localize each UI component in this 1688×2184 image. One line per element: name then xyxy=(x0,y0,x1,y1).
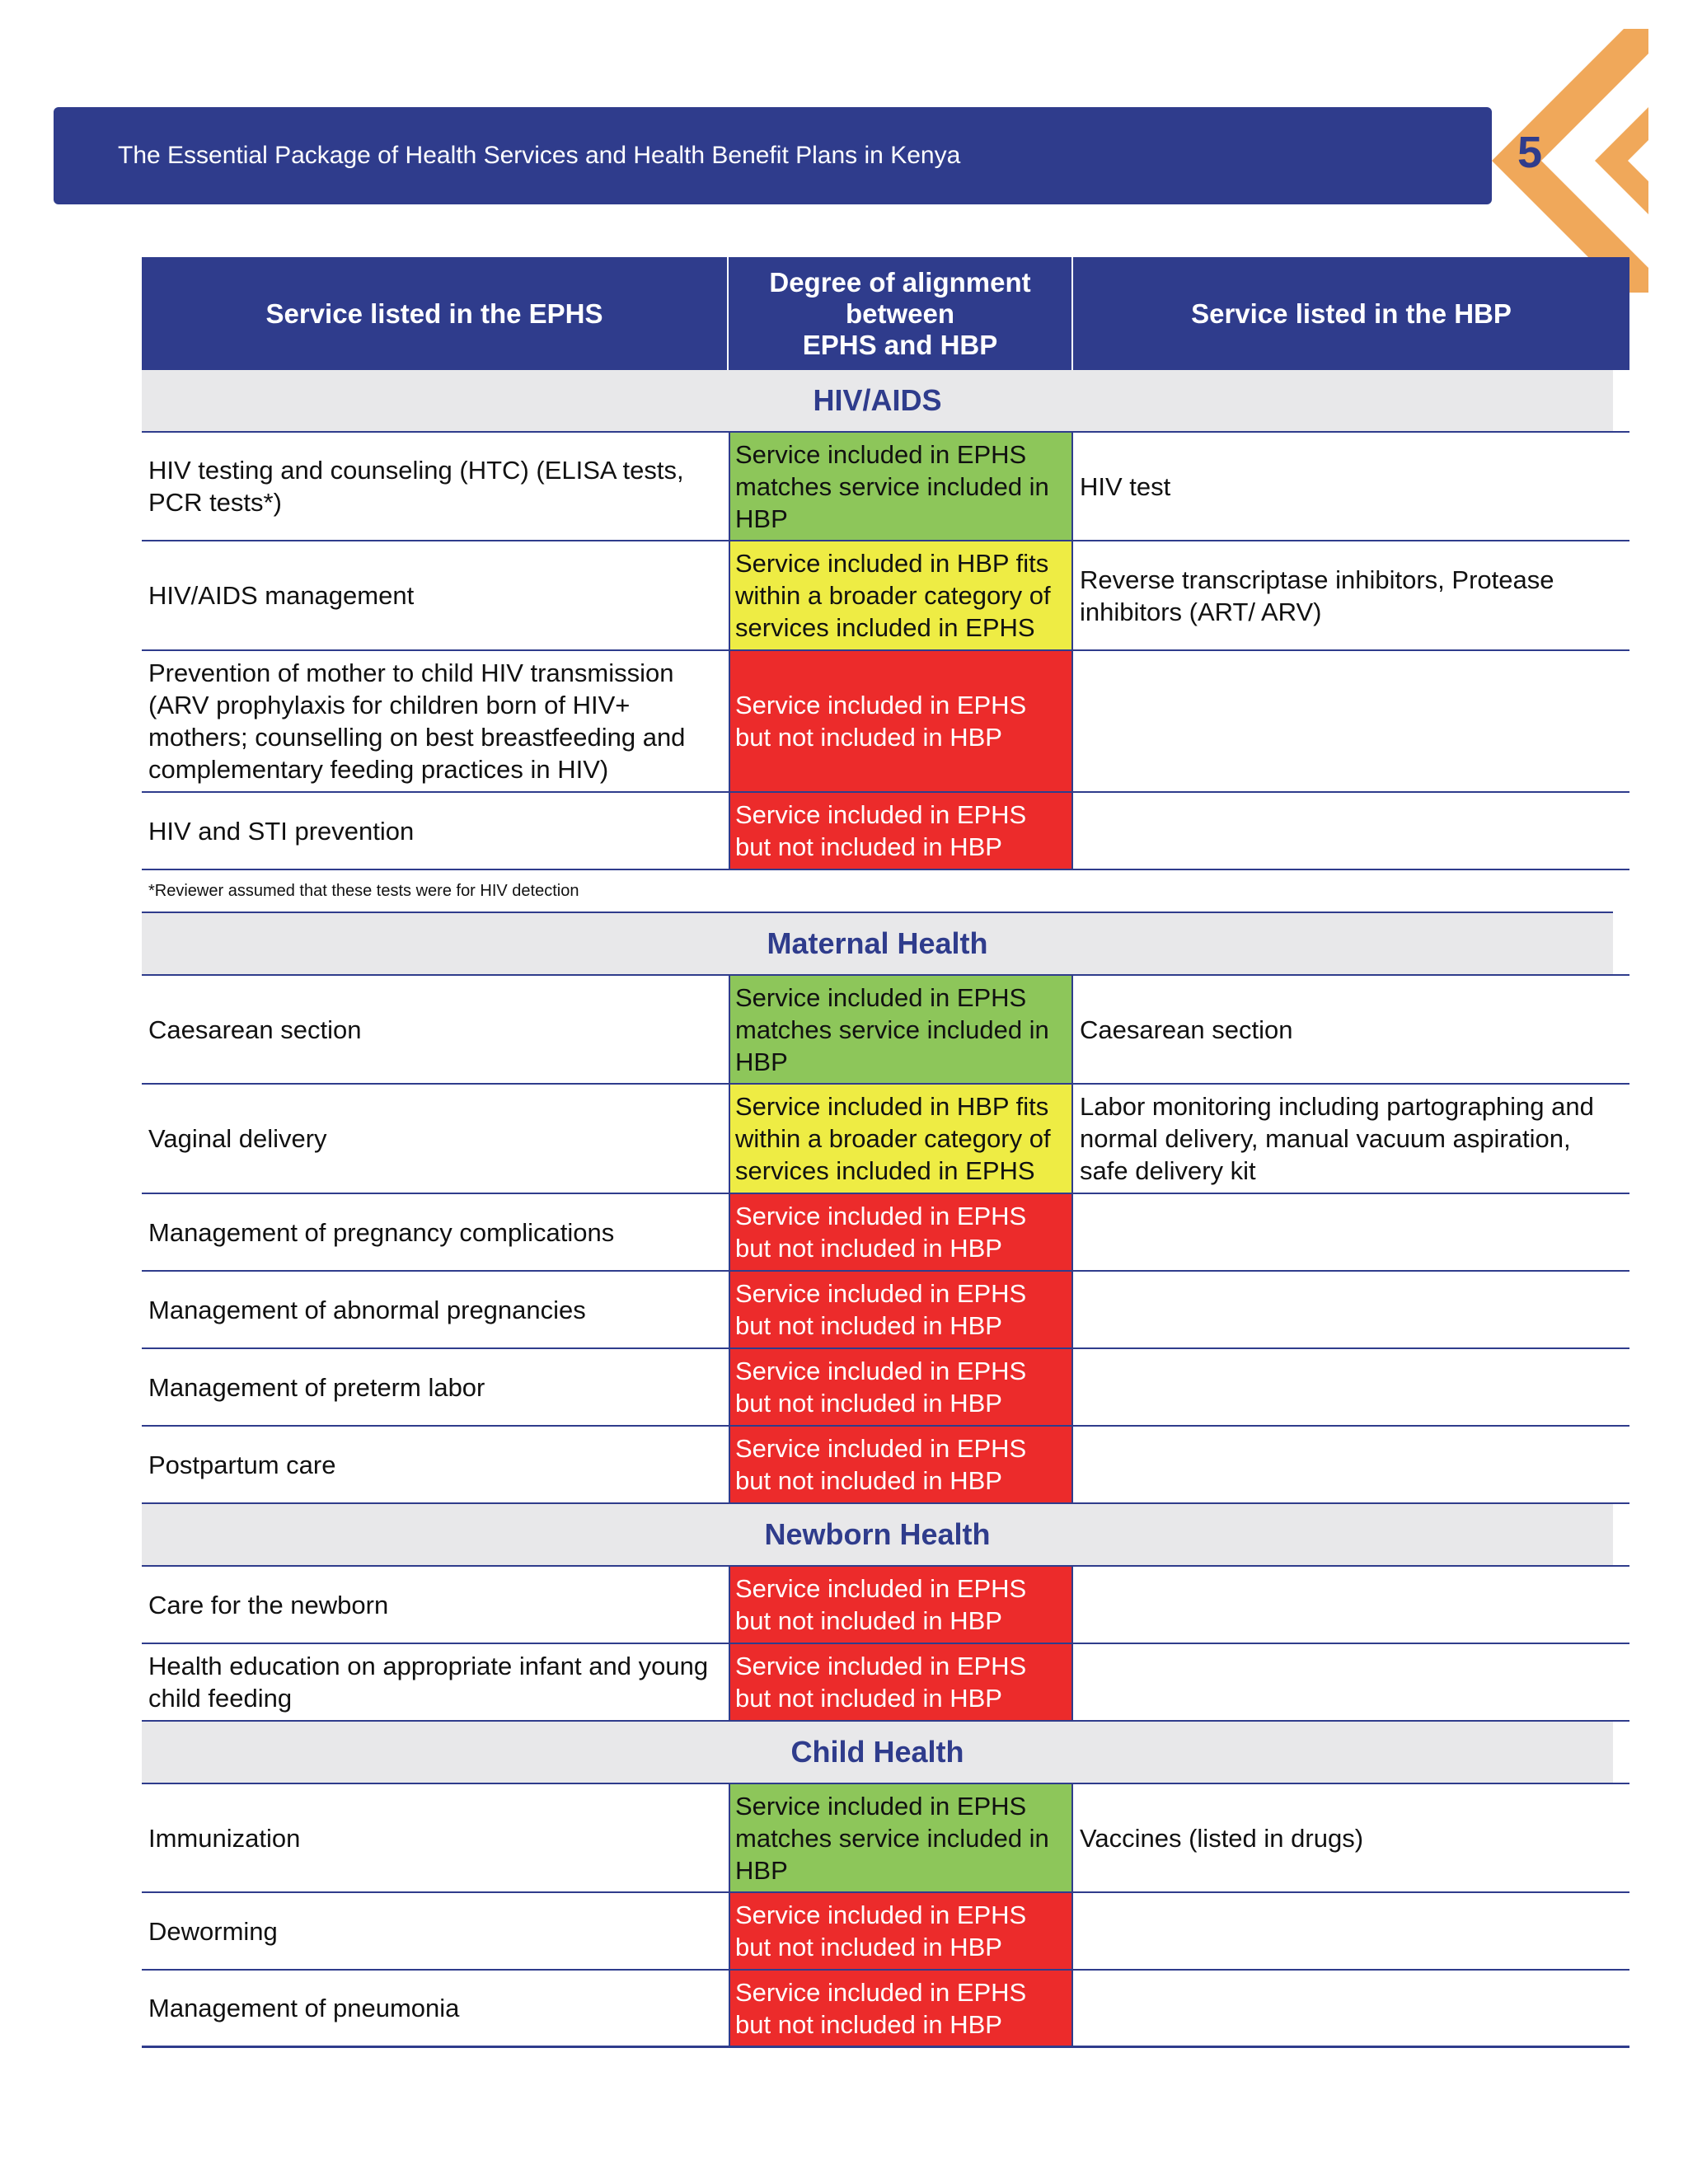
table-row xyxy=(142,433,1629,541)
column-header-hbp: Service listed in the HBP xyxy=(1191,298,1512,329)
section-header-row xyxy=(142,1504,1629,1567)
table-row xyxy=(142,651,1629,793)
ephs-service-cell: Management of pregnancy complications xyxy=(148,1217,615,1247)
alignment-cell-match: Service included in EPHS matches service included in HBP xyxy=(729,1784,1073,1891)
ephs-service-cell: Prevention of mother to child HIV transmission (ARV prophylaxis for children born of HIV+ mothers; counselling on best breastfeeding and complementary feeding practices in HIV) xyxy=(148,658,686,784)
table-row xyxy=(142,1893,1629,1971)
section-title: Maternal Health xyxy=(142,913,1613,974)
table-row xyxy=(142,1784,1629,1893)
ephs-service-cell: HIV testing and counseling (HTC) (ELISA tests, PCR tests*) xyxy=(148,456,684,517)
table-row xyxy=(142,1349,1629,1427)
table-row xyxy=(142,976,1629,1085)
ephs-service-cell: Management of abnormal pregnancies xyxy=(148,1295,586,1324)
hbp-service-cell: Reverse transcriptase inhibitors, Protease inhibitors (ART/ ARV) xyxy=(1080,565,1554,626)
hbp-service-cell xyxy=(1073,1567,1629,1643)
table-footnote: *Reviewer assumed that these tests were for HIV detection xyxy=(142,870,1613,913)
alignment-cell-missing: Service included in EPHS but not included in HBP xyxy=(729,1971,1073,2046)
alignment-cell-missing: Service included in EPHS but not included in HBP xyxy=(729,1567,1073,1643)
section-header-row xyxy=(142,1722,1629,1784)
section-header-row xyxy=(142,370,1629,433)
section-header-row xyxy=(142,913,1629,976)
hbp-service-cell xyxy=(1073,1971,1629,2046)
ephs-service-cell: Health education on appropriate infant and young child feeding xyxy=(148,1652,709,1713)
chevron-decoration-icon xyxy=(1484,29,1648,293)
hbp-service-cell xyxy=(1073,1644,1629,1720)
hbp-service-cell xyxy=(1073,1194,1629,1270)
table-row xyxy=(142,1971,1629,2048)
column-header-alignment: Degree of alignment between EPHS and HBP xyxy=(729,257,1073,370)
alignment-cell-missing: Service included in EPHS but not included in HBP xyxy=(729,793,1073,869)
table-row xyxy=(142,541,1629,651)
alignment-cell-match: Service included in EPHS matches service included in HBP xyxy=(729,976,1073,1083)
table-row xyxy=(142,1194,1629,1272)
alignment-cell-missing: Service included in EPHS but not included in HBP xyxy=(729,1427,1073,1502)
table-row xyxy=(142,793,1629,870)
alignment-cell-missing: Service included in EPHS but not included in HBP xyxy=(729,1644,1073,1720)
hbp-service-cell: HIV test xyxy=(1080,471,1171,501)
ephs-service-cell: Caesarean section xyxy=(148,1015,362,1044)
column-header-ephs: Service listed in the EPHS xyxy=(142,257,729,370)
ephs-service-cell: Postpartum care xyxy=(148,1450,336,1479)
table-row xyxy=(142,1567,1629,1644)
alignment-cell-broader: Service included in HBP fits within a broader category of services included in EPHS xyxy=(729,541,1073,649)
alignment-cell-missing: Service included in EPHS but not included in HBP xyxy=(729,1272,1073,1347)
ephs-service-cell: Care for the newborn xyxy=(148,1590,389,1619)
hbp-service-cell xyxy=(1073,1893,1629,1969)
ephs-service-cell: Immunization xyxy=(148,1823,301,1853)
hbp-service-cell: Caesarean section xyxy=(1080,1015,1293,1044)
alignment-cell-match: Service included in EPHS matches service included in HBP xyxy=(729,433,1073,540)
ephs-service-cell: Deworming xyxy=(148,1916,278,1946)
section-title: HIV/AIDS xyxy=(142,370,1613,431)
alignment-cell-missing: Service included in EPHS but not included in HBP xyxy=(729,1194,1073,1270)
hbp-service-cell: Labor monitoring including partographing and normal delivery, manual vacuum aspiration, safe delivery kit xyxy=(1080,1092,1594,1185)
hbp-service-cell xyxy=(1073,651,1629,791)
page-number: 5 xyxy=(1517,128,1543,177)
alignment-cell-missing: Service included in EPHS but not included in HBP xyxy=(729,1349,1073,1425)
table-row xyxy=(142,1427,1629,1504)
hbp-service-cell: Vaccines (listed in drugs) xyxy=(1080,1823,1364,1853)
document-title: The Essential Package of Health Services and Health Benefit Plans in Kenya xyxy=(118,142,961,169)
alignment-cell-missing: Service included in EPHS but not included in HBP xyxy=(729,651,1073,791)
alignment-cell-missing: Service included in EPHS but not included in HBP xyxy=(729,1893,1073,1969)
ephs-service-cell: Management of pneumonia xyxy=(148,1994,460,2022)
alignment-table xyxy=(142,257,1629,2048)
table-row xyxy=(142,1085,1629,1194)
ephs-service-cell: HIV and STI prevention xyxy=(148,816,415,846)
ephs-service-cell: Management of preterm labor xyxy=(148,1372,485,1402)
table-row xyxy=(142,1272,1629,1349)
hbp-service-cell xyxy=(1073,1272,1629,1347)
document-header-bar xyxy=(54,107,1492,204)
alignment-cell-broader: Service included in HBP fits within a broader category of services included in EPHS xyxy=(729,1085,1073,1193)
section-title: Newborn Health xyxy=(142,1504,1613,1565)
ephs-service-cell: HIV/AIDS management xyxy=(148,581,415,610)
section-title: Child Health xyxy=(142,1722,1613,1783)
hbp-service-cell xyxy=(1073,1427,1629,1502)
table-row xyxy=(142,1644,1629,1722)
ephs-service-cell: Vaginal delivery xyxy=(148,1124,327,1153)
hbp-service-cell xyxy=(1073,793,1629,869)
table-header-row xyxy=(142,257,1629,370)
hbp-service-cell xyxy=(1073,1349,1629,1425)
